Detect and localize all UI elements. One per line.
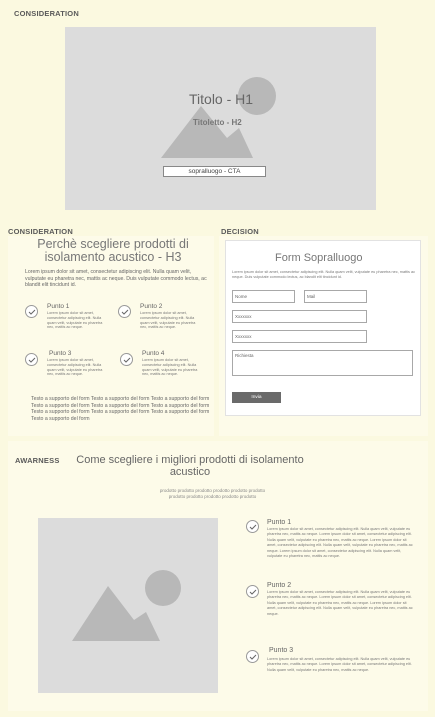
image-placeholder-icon [72,568,192,668]
point-desc: Lorem ipsum dolor sit amet, consectetur adipiscing elit. Nulla quam velit, vulputate eu pharetra nec, mattis ac neque. Lorem ipsum dolor sit amet, consectetur adipiscing elit. Nulla quam velit, vulputate eu pharetra nec, mattis ac neque. Lorem ipsum dolor sit amet, consectetur adipiscing elit. Nulla quam velit, vulputate eu pharetra nec, mattis ac neque. Lorem ipsum dolor sit amet, consectetur adipiscing elit. Nulla quam velit, vulputate eu pharetra nec, mattis ac neque. [267,527,413,559]
point-desc: Lorem ipsum dolor sit amet, consectetur adipiscing elit. Nulla quam velit, vulputate eu pharetra nec, mattis ac neque. Lorem ipsum dolor sit amet, consectetur adipiscing elit. Nulla quam velit, vulputate eu pharetra nec, mattis ac neque. [267,657,412,672]
hero-title: Titolo - H1 [189,91,254,107]
point-title: Punto 1 [47,303,70,310]
check-icon [246,585,259,598]
email-input[interactable] [304,290,367,303]
why-heading: Perchè scegliere prodotti di isolamento acustico - H3 [37,237,189,264]
text-input-1[interactable] [232,310,367,323]
point-title: Punto 4 [142,350,165,357]
products-list-line-2: prodotto prodotto prodotto prodotto prodotto [168,494,257,499]
form-support-text: Testo a supporto del form Testo a supporto del form Testo a supporto del form Testo a supporto del form Testo a supporto del form Testo a supporto del form Testo a supporto del form Testo a supporto del form Testo a supporto del form Testo a supporto del form [31,396,210,422]
point-desc: Lorem ipsum dolor sit amet, consectetur adipiscing elit. Nulla quam velit, vulputate eu pharetra nec, mattis ac neque. Lorem ipsum dolor sit amet, consectetur adipiscing elit. Nulla quam velit, vulputate eu pharetra nec, mattis ac neque. Lorem ipsum dolor sit amet, consectetur adipiscing elit. Nulla quam velit, vulputate eu pharetra nec, mattis ac neque. [267,590,413,616]
point-desc: Lorem ipsum dolor sit amet, consectetur adipiscing elit. Nulla quam velit, vulputate eu pharetra nec, mattis ac neque. [142,358,198,377]
awareness-heading: Come scegliere i migliori prodotti di isolamento acustico [76,454,304,478]
cta-button[interactable]: sopralluogo - CTA [163,166,266,177]
section-label-awareness: AWARNESS [15,456,60,465]
check-icon [246,520,259,533]
form-title: Form Sopralluogo [275,252,363,264]
form-intro: Lorem ipsum dolor sit amet, consectetur adipiscing elit. Nulla quam velit, vulputate eu pharetra nec, mattis ac neque. Duis vulputate commodo lectus, ac blandit elit tincidunt id. [232,270,415,279]
check-icon [25,305,38,318]
survey-form [225,240,421,416]
point-desc: Lorem ipsum dolor sit amet, consectetur adipiscing elit. Nulla quam velit, vulputate eu pharetra nec, mattis ac neque. [47,358,103,377]
awareness-image-placeholder [38,518,218,693]
point-title: Punto 2 [140,303,163,310]
products-list-line-1: prodotto prodotto prodotto prodotto prodotto prodotto [159,488,266,493]
check-icon [118,305,131,318]
request-textarea[interactable]: Richiesta [232,350,413,376]
check-icon [120,353,133,366]
section-label-consideration-2: CONSIDERATION [8,227,73,236]
section-label-decision: DECISION [221,227,259,236]
text-input-2[interactable] [232,330,367,343]
check-icon [246,650,259,663]
point-title: Punto 2 [267,582,292,589]
check-icon [25,353,38,366]
point-title: Punto 3 [269,647,294,654]
point-title: Punto 3 [49,350,72,357]
hero-image-placeholder [65,27,376,210]
hero-subtitle: Titoletto - H2 [193,118,242,127]
section-label-consideration: CONSIDERATION [14,9,79,18]
point-desc: Lorem ipsum dolor sit amet, consectetur adipiscing elit. Nulla quam velit, vulputate eu pharetra nec, mattis ac neque. [47,311,103,330]
name-input[interactable] [232,290,295,303]
point-title: Punto 1 [267,519,292,526]
submit-button[interactable]: Invia [232,392,281,403]
why-intro: Lorem ipsum dolor sit amet, consectetur adipiscing elit. Nulla quam velit, vulputate eu pharetra nec, mattis ac neque. Duis vulputate commodo lectus, ac blandit elit tincidunt id. [25,269,207,289]
point-desc: Lorem ipsum dolor sit amet, consectetur adipiscing elit. Nulla quam velit, vulputate eu pharetra nec, mattis ac neque. [140,311,196,330]
